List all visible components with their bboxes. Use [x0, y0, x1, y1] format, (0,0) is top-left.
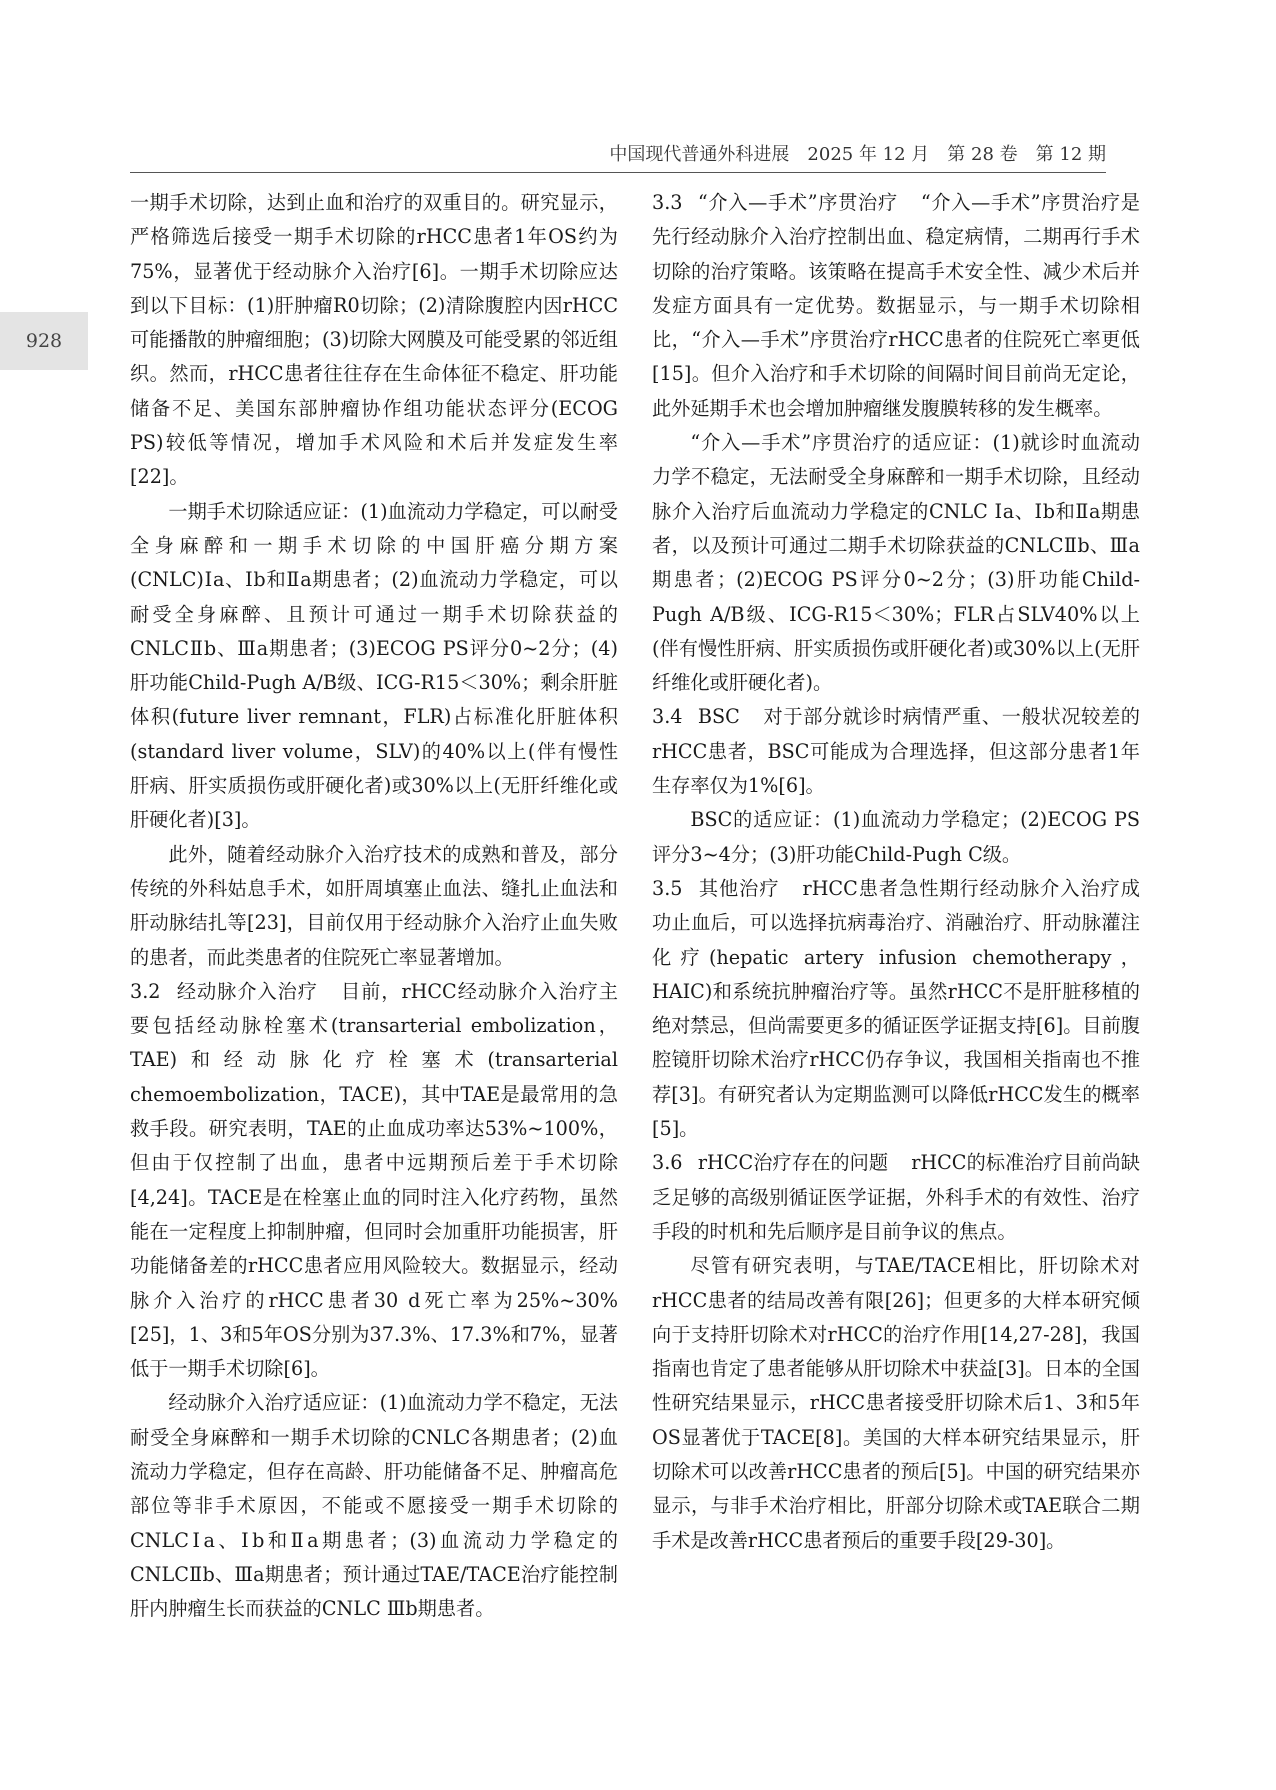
paragraph-surgery-intro: 一期手术切除，达到止血和治疗的双重目的。研究显示，严格筛选后接受一期手术切除的rHCC患者1年OS约为75%，显著优于经动脉介入治疗[6]。一期手术切除应达到以下目标：(1)肝肿瘤R0切除；(2)清除腹腔内因rHCC可能播散的肿瘤细胞；(3)切除大网膜及可能受累的邻近组织。然而，rHCC患者往往存在生命体征不稳定、肝功能储备不足、美国东部肿瘤协作组功能状态评分(ECOG PS)较低等情况，增加手术风险和术后并发症发生率[22]。	[130, 191, 618, 489]
page-number-tab	[0, 312, 88, 370]
section-text: rHCC的标准治疗目前尚缺乏足够的高级别循证医学证据，外科手术的有效性、治疗手段的时机和先后顺序是目前争议的焦点。	[652, 1151, 1140, 1243]
running-header	[130, 140, 1106, 173]
paragraph-palliative-surgery: 此外，随着经动脉介入治疗技术的成熟和普及，部分传统的外科姑息手术，如肝周填塞止血法、缝扎止血法和肝动脉结扎等[23]，目前仅用于经动脉介入治疗止血失败的患者，而此类患者的住院死亡率显著增加。	[130, 842, 618, 969]
paragraph-sequential-indications: “介入—手术”序贯治疗的适应证：(1)就诊时血流动力学不稳定，无法耐受全身麻醉和一期手术切除，且经动脉介入治疗后血流动力学稳定的CNLC Ⅰa、Ⅰb和Ⅱa期患者，以及预计可通过二期手术切除获益的CNLCⅡb、Ⅲa期患者；(2)ECOG PS评分0~2分；(3)肝功能Child-Pugh A/B级、ICG-R15＜30%；FLR占SLV40%以上(伴有慢性肝病、肝实质损伤或肝硬化者)或30%以上(无肝纤维化或肝硬化者)。	[652, 431, 1140, 695]
section-number: 3.5	[652, 876, 683, 900]
paragraph-surgery-indications: 一期手术切除适应证：(1)血流动力学稳定，可以耐受全身麻醉和一期手术切除的中国肝癌分期方案(CNLC)Ⅰa、Ⅰb和Ⅱa期患者；(2)血流动力学稳定，可以耐受全身麻醉、且预计可通过一期手术切除获益的CNLCⅡb、Ⅲa期患者；(3)ECOG PS评分0~2分；(4)肝功能Child-Pugh A/B级、ICG-R15＜30%；剩余肝脏体积(future liver remnant，FLR)占标准化肝脏体积(standard liver volume，SLV)的40%以上(伴有慢性肝病、肝实质损伤或肝硬化者)或30%以上(无肝纤维化或肝硬化者)[3]。	[130, 499, 618, 832]
right-column	[652, 186, 1140, 1558]
paragraph-interventional-indications: 经动脉介入治疗适应证：(1)血流动力学不稳定，无法耐受全身麻醉和一期手术切除的CNLC各期患者；(2)血流动力学稳定，但存在高龄、肝功能储备不足、肿瘤高危部位等非手术原因，不能或不愿接受一期手术切除的CNLCⅠa、Ⅰb和Ⅱa期患者；(3)血流动力学稳定的CNLCⅡb、Ⅲa期患者；预计通过TAE/TACE治疗能控制肝内肿瘤生长而获益的CNLC Ⅲb期患者。	[130, 1391, 618, 1621]
section-title: BSC	[697, 705, 740, 729]
section-title: “介入—手术”序贯治疗	[697, 191, 898, 214]
paragraph-evidence-summary: 尽管有研究表明，与TAE/TACE相比，肝切除术对rHCC患者的结局改善有限[26]；但更多的大样本研究倾向于支持肝切除术对rHCC的治疗作用[14,27-28]，我国指南也肯定了患者能够从肝切除术中获益[3]。日本的全国性研究结果显示，rHCC患者接受肝切除术后1、3和5年OS显著优于TACE[8]。美国的大样本研究结果显示，肝切除术可以改善rHCC患者的预后[5]。中国的研究结果亦显示，与非手术治疗相比，肝部分切除术或TAE联合二期手术是改善rHCC患者预后的重要手段[29-30]。	[652, 1254, 1140, 1552]
section-text: “介入—手术”序贯治疗是先行经动脉介入治疗控制出血、稳定病情，二期再行手术切除的治疗策略。该策略在提高手术安全性、减少术后并发症方面具有一定优势。数据显示，与一期手术切除相比，“介入—手术”序贯治疗rHCC患者的住院死亡率更低[15]。但介入治疗和手术切除的间隔时间目前尚无定论，此外延期手术也会增加肿瘤继发腹膜转移的发生概率。	[652, 191, 1140, 420]
section-text: rHCC患者急性期行经动脉介入治疗成功止血后，可以选择抗病毒治疗、消融治疗、肝动脉灌注化疗(hepatic artery infusion chemotherapy，HAIC)和系统抗肿瘤治疗等。虽然rHCC不是肝脏移植的绝对禁忌，但尚需要更多的循证医学证据支持[6]。目前腹腔镜肝切除术治疗rHCC仍存争议，我国相关指南也不推荐[3]。有研究者认为定期监测可以降低rHCC发生的概率[5]。	[652, 876, 1140, 1141]
journal-info: 中国现代普通外科进展 2025 年 12 月 第 28 卷 第 12 期	[609, 144, 1106, 165]
left-column	[130, 186, 618, 1626]
section-text: 对于部分就诊时病情严重、一般状况较差的rHCC患者，BSC可能成为合理选择，但这部分患者1年生存率仅为1%[6]。	[652, 705, 1140, 798]
page-number: 928	[25, 330, 63, 352]
paragraph-bsc-indications: BSC的适应证：(1)血流动力学稳定；(2)ECOG PS评分3~4分；(3)肝功能Child-Pugh C级。	[652, 808, 1140, 866]
section-number: 3.4	[652, 705, 683, 729]
section-title: rHCC治疗存在的问题	[697, 1151, 889, 1175]
section-number: 3.2	[130, 979, 161, 1003]
section-title: 其他治疗	[697, 876, 780, 900]
section-number: 3.3	[652, 191, 683, 214]
section-3-4	[652, 700, 1140, 803]
section-3-5	[652, 872, 1140, 1146]
section-3-2	[130, 975, 618, 1387]
section-3-3	[652, 186, 1140, 426]
section-number: 3.6	[652, 1151, 683, 1175]
section-3-6	[652, 1146, 1140, 1249]
section-text: 目前，rHCC经动脉介入治疗主要包括经动脉栓塞术(transarterial embolization，TAE)和经动脉化疗栓塞术(transarterial chemoembolization，TACE)，其中TAE是最常用的急救手段。研究表明，TAE的止血成功率达53%~100%，但由于仅控制了出血，患者中远期预后差于手术切除[4,24]。TACE是在栓塞止血的同时注入化疗药物，虽然能在一定程度上抑制肿瘤，但同时会加重肝功能损害，肝功能储备差的rHCC患者应用风险较大。数据显示，经动脉介入治疗的rHCC患者30 d死亡率为25%~30%[25]，1、3和5年OS分别为37.3%、17.3%和7%，显著低于一期手术切除[6]。	[130, 979, 618, 1381]
section-title: 经动脉介入治疗	[175, 979, 318, 1003]
